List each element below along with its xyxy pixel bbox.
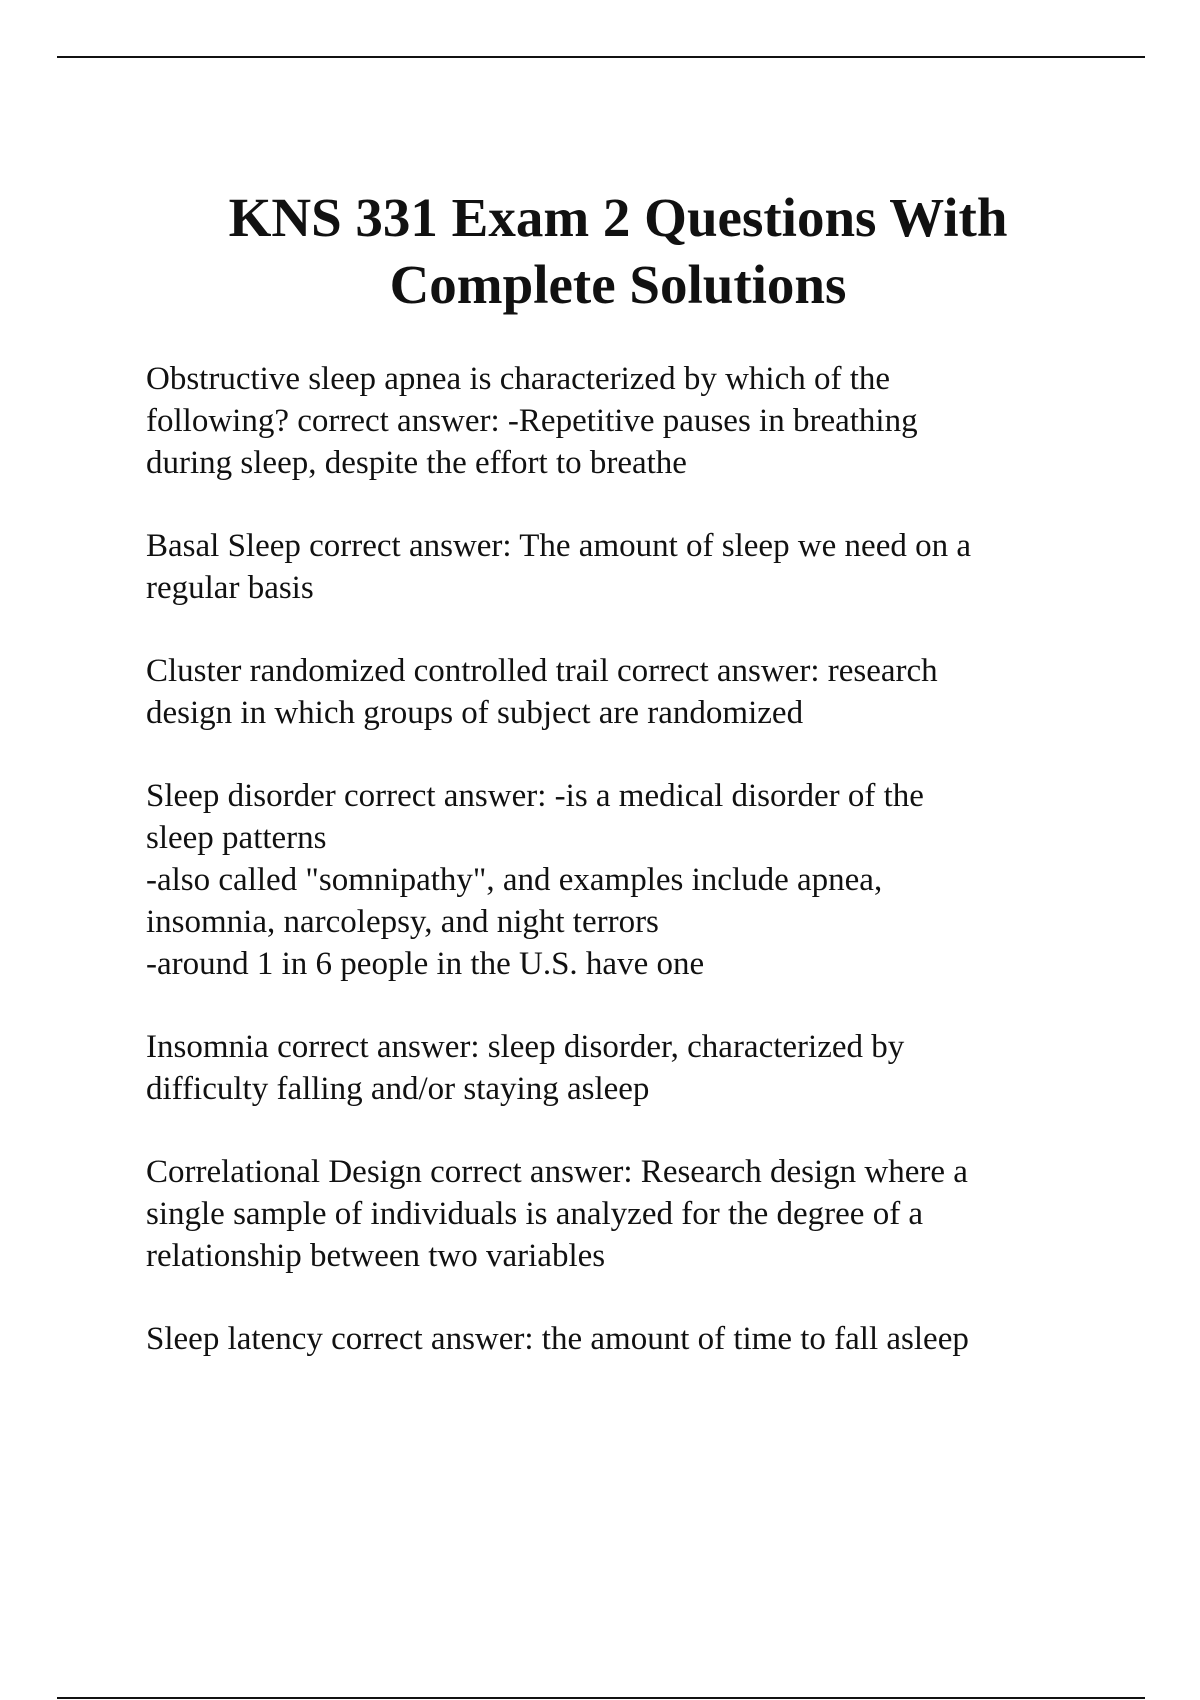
- qa-line: following? correct answer: -Repetitive pauses in breathing: [146, 403, 918, 439]
- qa-line: Correlational Design correct answer: Research design where a: [146, 1154, 968, 1190]
- qa-line: during sleep, despite the effort to breathe: [146, 445, 687, 481]
- qa-item-correlational-design: [146, 1151, 1086, 1277]
- document-title: [120, 184, 1116, 318]
- qa-item-sleep-latency: [146, 1318, 1086, 1360]
- bottom-divider: [57, 1697, 1145, 1699]
- title-line-2: Complete Solutions: [389, 254, 847, 315]
- top-divider: [57, 56, 1145, 58]
- qa-line: Sleep disorder correct answer: -is a medical disorder of the: [146, 778, 924, 814]
- qa-line: design in which groups of subject are randomized: [146, 695, 804, 731]
- qa-line: -around 1 in 6 people in the U.S. have one: [146, 946, 705, 982]
- qa-line: Insomnia correct answer: sleep disorder, characterized by: [146, 1029, 905, 1065]
- qa-item-sleep-disorder: [146, 775, 1086, 985]
- qa-line: relationship between two variables: [146, 1238, 606, 1274]
- qa-line: regular basis: [146, 570, 314, 606]
- qa-line: insomnia, narcolepsy, and night terrors: [146, 904, 659, 940]
- qa-line: Sleep latency correct answer: the amount of time to fall asleep: [146, 1321, 969, 1357]
- qa-line: single sample of individuals is analyzed for the degree of a: [146, 1196, 924, 1232]
- qa-line: Basal Sleep correct answer: The amount of sleep we need on a: [146, 528, 971, 564]
- qa-line: -also called "somnipathy", and examples include apnea,: [146, 862, 883, 898]
- qa-item-cluster-rct: [146, 650, 1086, 734]
- qa-line: sleep patterns: [146, 820, 327, 856]
- qa-item-basal-sleep: [146, 525, 1086, 609]
- qa-list: [146, 358, 1086, 1401]
- qa-line: Obstructive sleep apnea is characterized by which of the: [146, 361, 891, 397]
- title-line-1: KNS 331 Exam 2 Questions With: [228, 187, 1008, 248]
- qa-line: Cluster randomized controlled trail correct answer: research: [146, 653, 938, 689]
- qa-item-insomnia: [146, 1026, 1086, 1110]
- qa-item-obstructive-sleep-apnea: [146, 358, 1086, 484]
- qa-line: difficulty falling and/or staying asleep: [146, 1071, 650, 1107]
